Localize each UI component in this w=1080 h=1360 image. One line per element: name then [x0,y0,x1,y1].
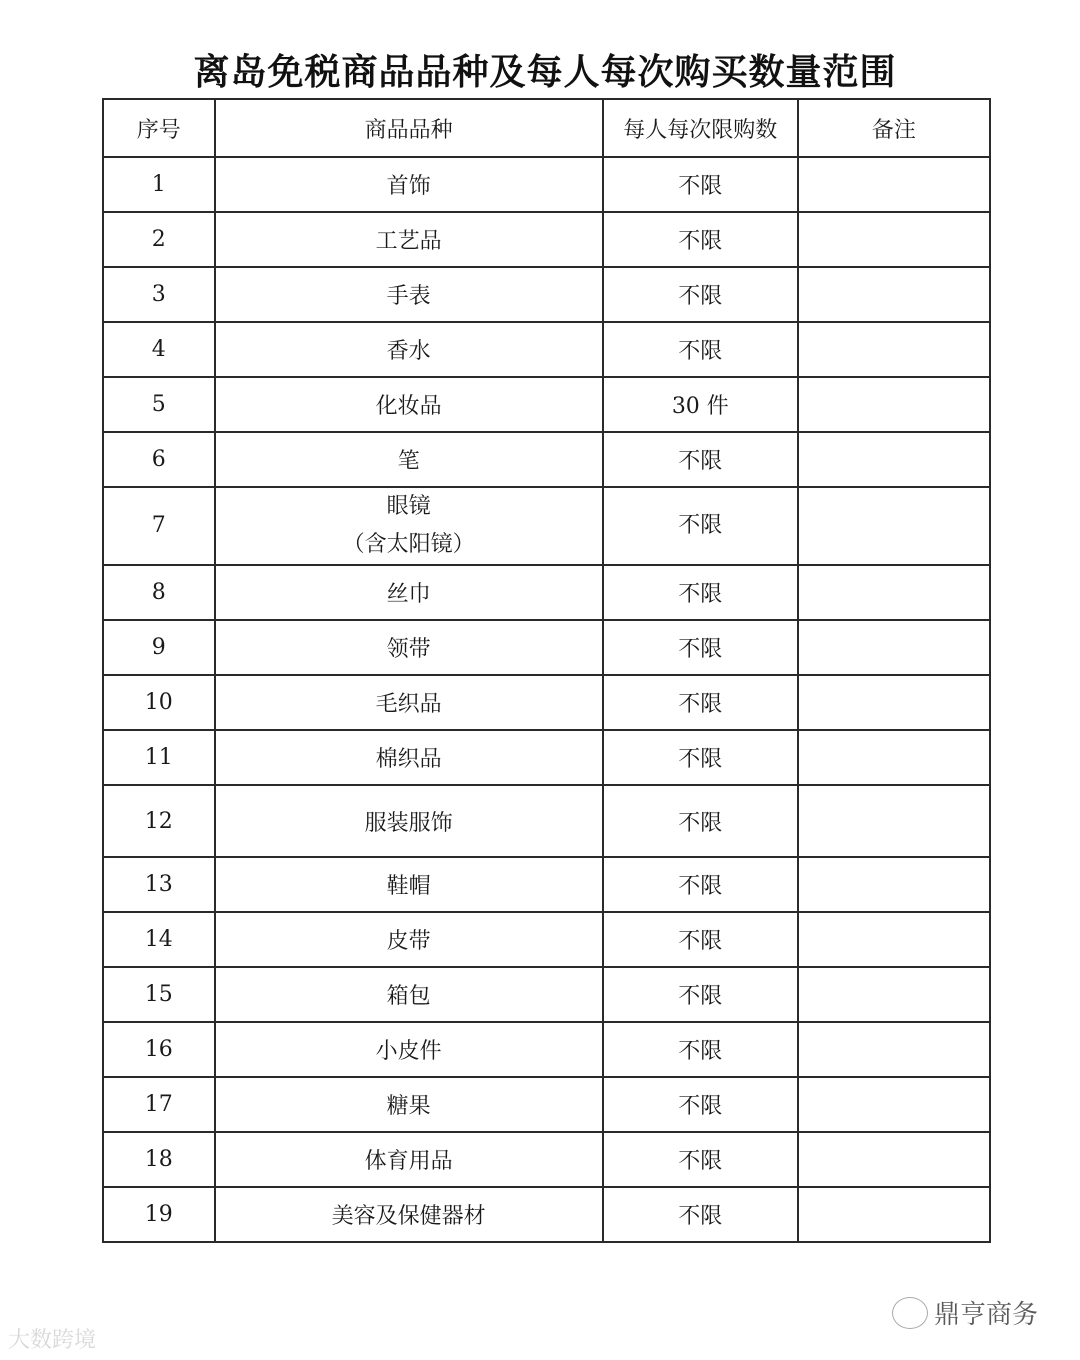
header-note: 备注 [798,99,990,157]
cell-limit: 不限 [603,432,798,487]
cell-limit: 不限 [603,322,798,377]
cell-no: 17 [103,1077,215,1132]
cell-item [215,487,603,565]
cell-no: 19 [103,1187,215,1242]
watermark-left [8,1323,96,1354]
item-name: 眼镜 [386,494,431,519]
table-row [103,785,990,857]
cell-item [215,730,603,785]
item-name: 香水 [386,339,431,364]
cell-note [798,267,990,322]
item-name: 首饰 [386,174,431,199]
cell-note [798,1077,990,1132]
cell-no: 15 [103,967,215,1022]
item-name: 服装服饰 [364,810,453,836]
cell-no: 10 [103,675,215,730]
item-name: 美容及保健器材 [331,1204,486,1229]
table-row [103,1132,990,1187]
table-row [103,487,990,565]
wechat-icon [892,1297,928,1329]
cell-no: 3 [103,267,215,322]
cell-note [798,212,990,267]
cell-note [798,377,990,432]
cell-limit: 不限 [603,1077,798,1132]
cell-no: 1 [103,157,215,212]
cell-note [798,1132,990,1187]
watermark-left-text: 大数跨境 [8,1328,97,1353]
table-row [103,322,990,377]
cell-item [215,967,603,1022]
cell-item [215,377,603,432]
cell-limit: 不限 [603,730,798,785]
cell-note [798,432,990,487]
cell-item [215,212,603,267]
cell-item [215,322,603,377]
cell-no: 11 [103,730,215,785]
cell-item [215,267,603,322]
cell-no: 14 [103,912,215,967]
item-subtitle: （含太阳镜） [342,532,475,557]
cell-no: 7 [103,487,215,565]
cell-limit: 不限 [603,967,798,1022]
cell-no: 8 [103,565,215,620]
cell-limit: 不限 [603,912,798,967]
table-row [103,157,990,212]
cell-no: 6 [103,432,215,487]
item-name: 棉织品 [375,747,442,772]
cell-note [798,730,990,785]
cell-limit: 不限 [603,212,798,267]
cell-note [798,322,990,377]
table-row [103,212,990,267]
cell-note [798,785,990,857]
header-no: 序号 [103,99,215,157]
table-row [103,565,990,620]
watermark-right-text: 鼎亨商务 [934,1300,1039,1330]
cell-note [798,912,990,967]
cell-no: 13 [103,857,215,912]
table-row [103,1077,990,1132]
cell-item [215,1132,603,1187]
watermark-right [892,1294,1038,1331]
cell-no: 5 [103,377,215,432]
item-name: 笔 [397,449,420,474]
duty-free-table [102,98,991,1243]
table-row [103,432,990,487]
cell-item [215,432,603,487]
table-row [103,857,990,912]
cell-limit: 不限 [603,565,798,620]
cell-no: 16 [103,1022,215,1077]
item-name: 箱包 [386,984,431,1009]
item-name: 丝巾 [386,582,431,607]
cell-item [215,912,603,967]
cell-limit: 不限 [603,675,798,730]
cell-limit: 不限 [603,785,798,857]
header-item: 商品品种 [215,99,603,157]
header-limit: 每人每次限购数 [603,99,798,157]
cell-no: 9 [103,620,215,675]
cell-item [215,1187,603,1242]
cell-note [798,487,990,565]
item-name: 领带 [386,637,431,662]
cell-item [215,620,603,675]
cell-no: 2 [103,212,215,267]
cell-no: 4 [103,322,215,377]
cell-note [798,857,990,912]
item-name: 鞋帽 [386,874,431,899]
cell-limit: 不限 [603,1132,798,1187]
table-row [103,267,990,322]
cell-item [215,565,603,620]
table-row [103,967,990,1022]
cell-limit: 不限 [603,1022,798,1077]
table-row [103,1022,990,1077]
cell-item [215,675,603,730]
item-name: 皮带 [386,929,431,954]
cell-limit: 不限 [603,487,798,565]
cell-item [215,1077,603,1132]
cell-item [215,1022,603,1077]
page-title: 离岛免税商品品种及每人每次购买数量范围 [193,52,897,93]
cell-limit: 30 件 [603,377,798,432]
cell-note [798,565,990,620]
item-name: 小皮件 [375,1039,442,1064]
cell-no: 12 [103,785,215,857]
cell-note [798,1022,990,1077]
cell-limit: 不限 [603,620,798,675]
table-header-row [103,99,990,157]
table-row [103,1187,990,1242]
cell-no: 18 [103,1132,215,1187]
cell-note [798,1187,990,1242]
item-name: 糖果 [386,1094,431,1119]
cell-limit: 不限 [603,857,798,912]
table-row [103,620,990,675]
table-row [103,675,990,730]
table-row [103,377,990,432]
item-name: 化妆品 [375,394,442,419]
item-name: 工艺品 [375,229,442,254]
cell-item [215,857,603,912]
cell-note [798,967,990,1022]
cell-limit: 不限 [603,267,798,322]
table-row [103,730,990,785]
item-name: 毛织品 [375,692,442,717]
cell-limit: 不限 [603,1187,798,1242]
item-name: 体育用品 [364,1149,453,1174]
cell-item [215,157,603,212]
table-row [103,912,990,967]
item-name: 手表 [386,284,431,309]
cell-item [215,785,603,857]
cell-limit: 不限 [603,157,798,212]
cell-note [798,620,990,675]
cell-note [798,157,990,212]
cell-note [798,675,990,730]
